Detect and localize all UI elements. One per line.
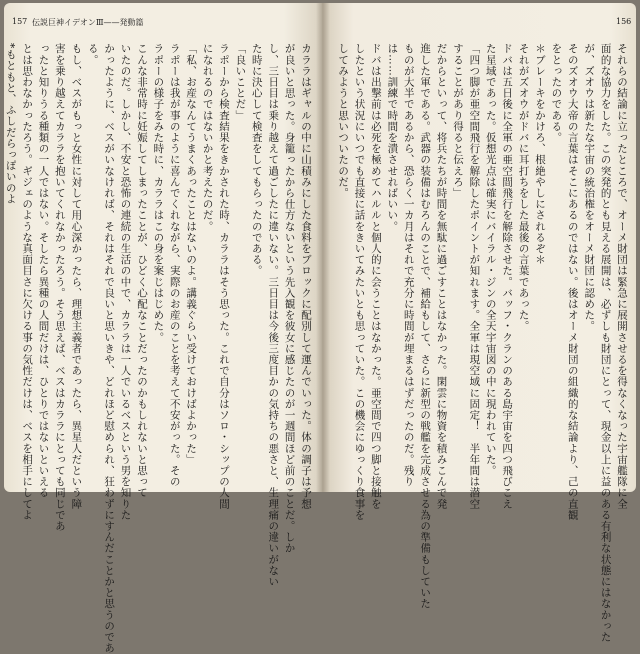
text-line: もし、ベスがもっと女性に対して用心深かったら、理想主義者であったら、異星人だという障: [70, 43, 83, 510]
book-spread: [4, 3, 636, 654]
left-page-number: 157: [12, 17, 28, 26]
text-line: 「私、お産なんてうまくあったことはないのよ。講義ぐらい受けておけばよかった」: [185, 43, 198, 465]
text-line: とは思わなかったろう。ギジェのような真面目さに欠ける事の気性だけは、ベスを相手にしてよ: [21, 43, 34, 521]
text-line: 「良いことだ」: [234, 43, 247, 121]
text-line: いたのだ。しかし、不安と恐怖の連続の生活の中で、カララは一人でいるベスという男を知りた: [119, 43, 132, 521]
text-line: ラポーから検査結果をきかされた時、カララはそう思った。これで自分はソロ・シップの人間: [217, 43, 230, 510]
right-page-body: [337, 43, 630, 643]
right-page-number: 156: [616, 17, 632, 26]
text-line: が良いと思った。身籠ったから仕方ないという先入観を彼女に感じたのが一週間ほど前のことだ。しか: [283, 43, 296, 554]
text-line: ったと知りうる種類の一人ではない。そしたら異種の人間だけは、ひとりではないといえる: [37, 43, 50, 499]
text-line: そのズオウ大帝の言葉はそこにあるのではない。後はオーメ財団の組織的な結論より、己の直観: [566, 43, 579, 521]
text-line: 「四つ脚が亜空間飛行を解除したポイントが知れます。全軍は現空域に固定！ 半年間は潜空: [468, 43, 481, 510]
text-line: かったように、ベスがいなければ、それはそれで良いと思いきや、どれほど慰められ、狂わずにすんだことかと思うのであ: [103, 43, 116, 654]
text-line: ラポーの様子をみた時に、カララはこの身を案じはじめた。: [152, 43, 165, 343]
text-line: したという状況にいつでも直接に話をきいてみたいとも思っていた。この機会にゆっくり食事を: [353, 43, 366, 521]
text-line: 面的な協力をした。この突発的とも見える展開は、必ずしも財団にとって、現金以上に益のある有利な状態にはなかった: [599, 43, 612, 643]
text-line: それがズオウがドバに耳打ちをした最後の言葉であった。: [517, 43, 530, 332]
text-line: になれるのではないかと考えたのだ。: [201, 43, 214, 232]
text-line: だからといって、将兵たちが時間を無駄に過ごすことはなかった。閑雲に物資を積みこんで発: [435, 43, 448, 510]
text-line: ものが大半であるから、恐らく一カ月はそれで充分に時間が埋まるはずだったのだ。残り: [402, 43, 415, 487]
text-line: る。: [86, 43, 99, 66]
text-line: た時に決心して検査をしてもらったのである。: [250, 43, 263, 277]
text-line: *もともと、ふしだらっぽいのよ: [4, 43, 17, 205]
text-line: は……訓練で時間を潰させればいい。: [386, 43, 399, 232]
text-line: してみようと思いついたのだ。: [337, 43, 350, 199]
text-line: それらの結論に立ったところで、オーメ財団は緊急に展開させるを得なくなった宇宙艦隊に全: [616, 43, 628, 510]
text-line: をとったのである。: [550, 43, 563, 143]
text-line: ドバは出撃前は必死を極めてハルルと個人的に会うことはなかった。亜空間で四つ脚と接触を: [369, 43, 382, 510]
text-line: し、三日目は乗り越えて過ごしたに違いない。三日目は今後三度目かの気持ちの悪さと、生理痛の違いがない: [267, 43, 280, 587]
text-line: カララはギャルの中に山積みにした食料をブロックに配別して運んでいった。体の調子は予想: [300, 43, 312, 510]
text-line: が、ズオウは新たな宇宙の統治権をオーメ財団に認めた。: [583, 43, 596, 332]
text-line: こんな非常時に妊娠してしまったことが、ひどく心配なことだったのかもしれないと思って: [135, 43, 148, 499]
text-line: 害を乗り越えてカララを抱いてくれなかったろう。そう思えば、ベスはカララにとっても同じであ: [53, 43, 66, 532]
book-gutter: [316, 3, 330, 492]
text-line: た星域であった。仮想光点は確実にバイラル・ジンの全天宇宙図の中に現われていた。: [484, 43, 497, 476]
text-line: することがあり得ると伝えろ」: [451, 43, 464, 199]
text-line: ドバは五日後に全軍の亜空間飛行を解除させた。バッフ・クランのある島宇宙を四つ飛びこえ: [501, 43, 514, 510]
text-line: ＊ブレーキをかけろ、根絶やしにされるぞ＊: [533, 43, 546, 265]
text-line: 進した軍である。武器の装備はむろんのことで、補給もして、さらに新型の戦艦を完成させる為の準備もしていた: [419, 43, 432, 610]
running-head: 伝説巨神イデオンⅢ——発動篇: [32, 18, 144, 27]
left-page-body: [4, 43, 314, 654]
text-line: ラポーは我が事のように喜んでくれながら、実際のお産のことを考えて不安がった。その: [168, 43, 181, 487]
